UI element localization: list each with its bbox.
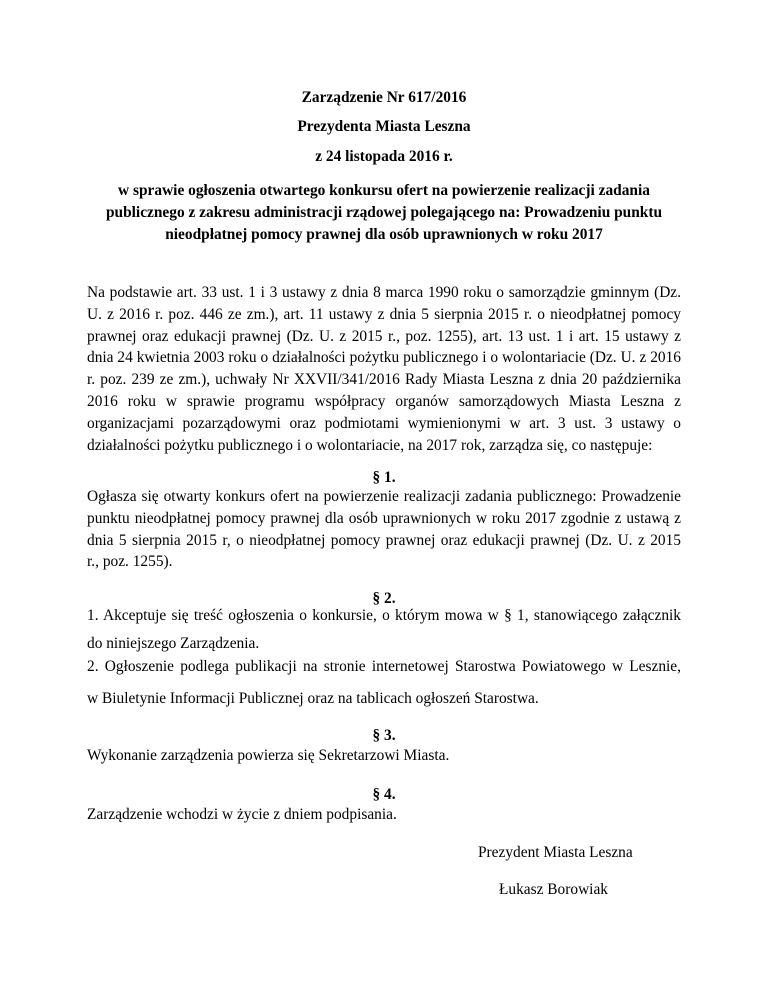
- signature-name: Łukasz Borowiak: [499, 881, 608, 898]
- document-date: z 24 listopada 2016 r.: [315, 148, 453, 165]
- signature-role: Prezydent Miasta Leszna: [478, 844, 633, 861]
- section-1-heading: § 1.: [372, 469, 396, 486]
- section-1-line: punktu nieodpłatnej pomocy prawnej dla osób uprawnionych w roku 2017 zgodnie z ustawą z: [87, 509, 681, 527]
- preamble-paragraph: [87, 282, 681, 456]
- section-2-heading: § 2.: [372, 590, 396, 607]
- section-1-line: r., poz. 1255).: [87, 553, 173, 571]
- preamble-line: działalności pożytku publicznego i o wolontariacie, na 2017 rok, zarządza się, co następuje:: [87, 436, 653, 454]
- section-2-item-2-line: w Biuletynie Informacji Publicznej oraz na tablicach ogłoszeń Starostwa.: [87, 690, 539, 707]
- document-subject: [87, 180, 681, 246]
- subject-line: nieodpłatnej pomocy prawnej dla osób uprawnionych w roku 2017: [165, 226, 603, 243]
- document-title: Zarządzenie Nr 617/2016: [301, 89, 467, 106]
- preamble-line: U. z 2016 r. poz. 446 ze zm.), art. 11 ustawy z dnia 5 sierpnia 2015 r. o nieodpłatnej pomocy: [87, 305, 681, 323]
- section-4-heading: § 4.: [372, 786, 396, 803]
- section-3-heading: § 3.: [372, 727, 396, 744]
- subject-line: w sprawie ogłoszenia otwartego konkursu ofert na powierzenie realizacji zadania: [118, 182, 650, 199]
- section-1-text: [87, 486, 681, 573]
- preamble-line: organizacjami pozarządowymi oraz podmiotami wymienionymi w art. 3 ust. 3 ustawy o: [87, 414, 681, 432]
- section-2-item-1-line: 1. Akceptuje się treść ogłoszenia o konkursie, o którym mowa w § 1, stanowiącego załącznik: [87, 607, 681, 624]
- section-3-text: Wykonanie zarządzenia powierza się Sekretarzowi Miasta.: [87, 747, 450, 764]
- preamble-line: prawnej oraz edukacji prawnej (Dz. U. z 2015 r., poz. 1255), art. 13 ust. 1 i art. 15 ustawy z: [87, 327, 681, 345]
- section-2-item-2-line: 2. Ogłoszenie podlega publikacji na stronie internetowej Starostwa Powiatowego w Lesznie,: [87, 658, 681, 675]
- document-issuer: Prezydenta Miasta Leszna: [297, 118, 471, 135]
- preamble-line: dnia 24 kwietnia 2003 roku o działalności pożytku publicznego i o wolontariacie (Dz. U. z 2016: [87, 349, 681, 367]
- section-4-text: Zarządzenie wchodzi w życie z dniem podpisania.: [87, 806, 397, 823]
- preamble-line: 2016 roku w sprawie programu współpracy organów samorządowych Miasta Leszna z: [87, 392, 681, 410]
- section-2-item-1-line: do niniejszego Zarządzenia.: [87, 635, 260, 652]
- section-1-line: Ogłasza się otwarty konkurs ofert na powierzenie realizacji zadania publicznego: Prowadzenie: [87, 488, 681, 505]
- preamble-line: Na podstawie art. 33 ust. 1 i 3 ustawy z dnia 8 marca 1990 roku o samorządzie gminnym (Dz.: [87, 284, 681, 301]
- preamble-line: r. poz. 239 ze zm.), uchwały Nr XXVII/341/2016 Rady Miasta Leszna z dnia 20 października: [87, 371, 681, 389]
- section-1-line: dnia 5 sierpnia 2015 r, o nieodpłatnej pomocy prawnej oraz edukacji prawnej (Dz. U. z 2015: [87, 531, 681, 549]
- subject-line: publicznego z zakresu administracji rządowej polegającego na: Prowadzeniu punktu: [105, 204, 663, 221]
- section-2-item-2: [87, 651, 681, 715]
- section-2-item-1: [87, 602, 681, 658]
